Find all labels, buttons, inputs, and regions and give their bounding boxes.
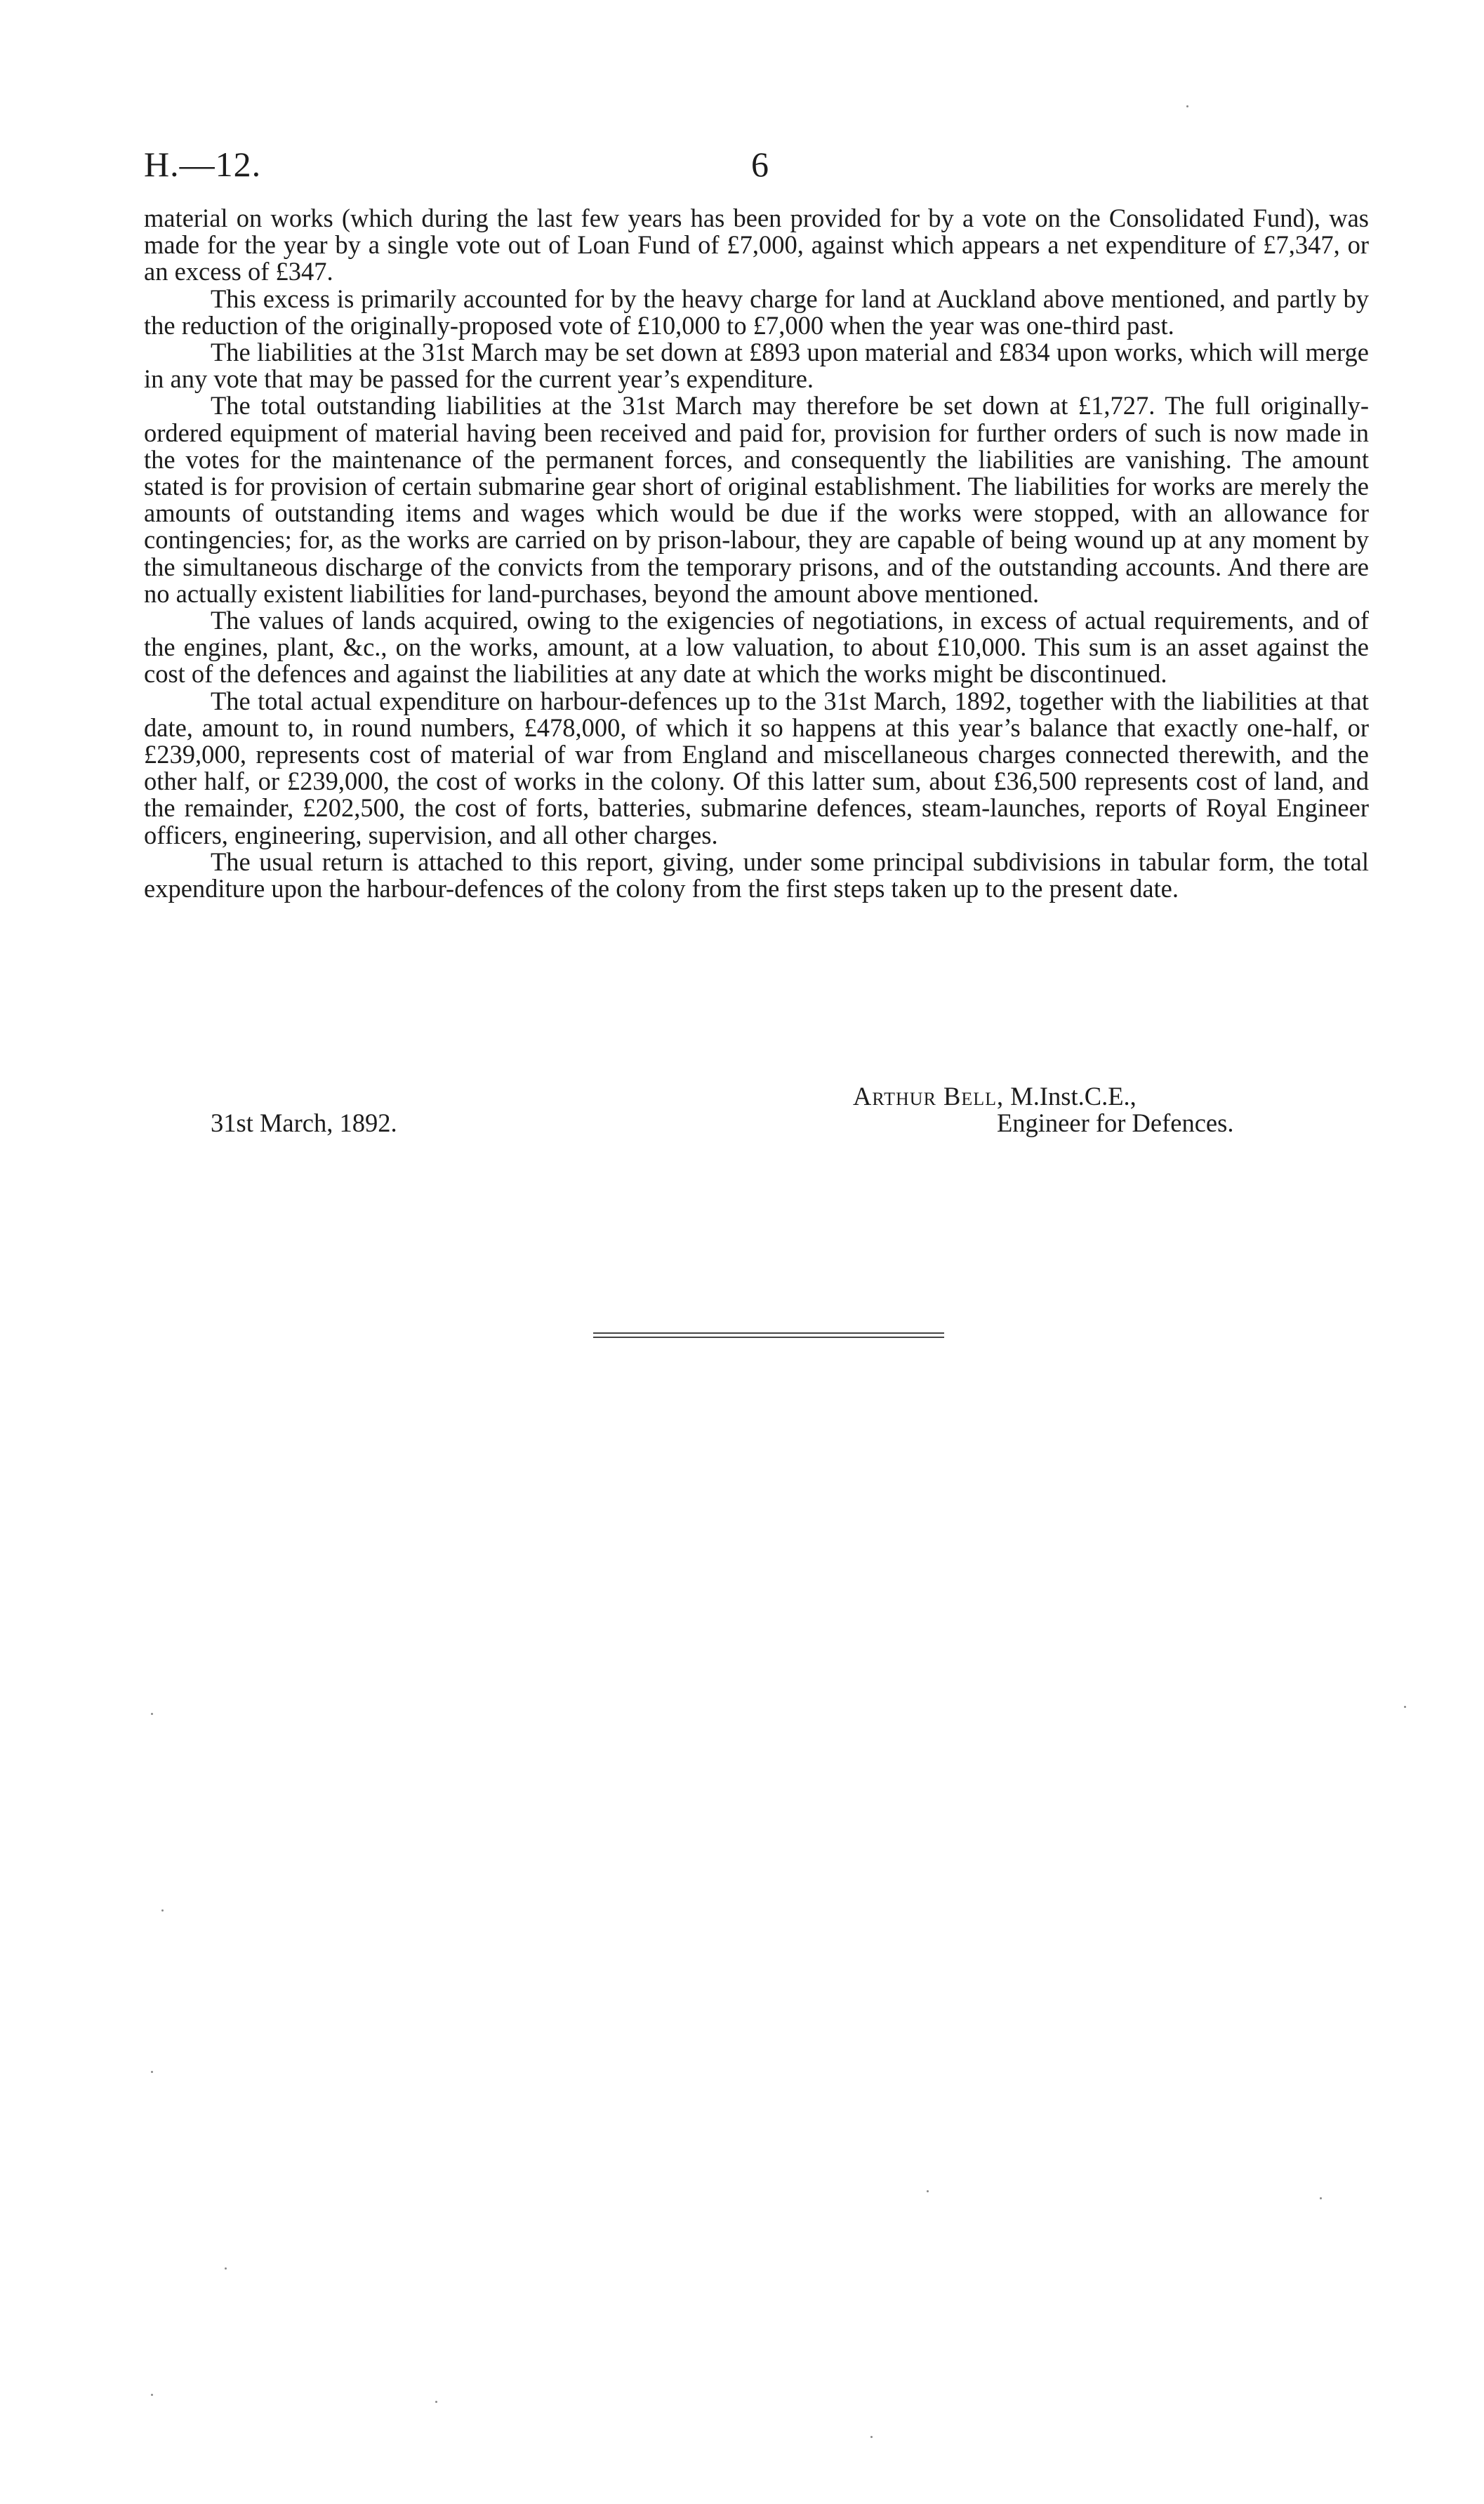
- signatory-name: Arthur Bell,: [853, 1082, 1005, 1111]
- paragraph: This excess is primarily accounted for by the heavy charge for land at Auckland above mentioned, and partly by the reduction of the originally-proposed vote of £10,000 to £7,000 when the year was one-third past.: [144, 284, 1369, 340]
- paragraph: material on works (which during the last few years has been provided for by a vote on the Consolidated Fund), was made for the year by a single vote out of Loan Fund of £7,000, against which appears a net expenditure of £7,347, or an excess of £347.: [144, 204, 1369, 286]
- page-number: 6: [751, 145, 769, 184]
- page-header: [144, 144, 1369, 193]
- scan-speck: [1320, 2197, 1322, 2199]
- signatory-credentials: M.Inst.C.E.,: [1004, 1082, 1137, 1111]
- paragraph: The total outstanding liabilities at the 31st March may therefore be set down at £1,727. The full originally-ordered equipment of material having been received and paid for, provision for further orders of such is now made in the votes for the maintenance of the permanent forces, and consequently the liabilities are vanishing. The amount stated is for provision of certain submarine gear short of original establishment. The liabilities for works are merely the amounts of outstanding items and wages which would be due if the works were stopped, with an allowance for contingencies; for, as the works are carried on by prison-labour, they are capable of being wound up at any moment by the simultaneous discharge of the convicts from the temporary prisons, and of the outstanding accounts. And there are no actually existent liabilities for land-purchases, beyond the amount above mentioned.: [144, 391, 1369, 608]
- rule-line-bottom: [593, 1337, 944, 1338]
- paragraph: The usual return is attached to this report, giving, under some principal subdivisions in tabular form, the total expenditure upon the harbour-defences of the colony from the first steps taken up to the present date.: [144, 847, 1369, 903]
- scan-speck: [161, 1909, 164, 1912]
- scan-speck: [151, 1713, 153, 1715]
- report-body: [144, 205, 1369, 902]
- paragraph: The total actual expenditure on harbour-defences up to the 31st March, 1892, together with the liabilities at that date, amount to, in round numbers, £478,000, of which it so happens at this year’s balance that exactly one-half, or £239,000, represents cost of material of war from England and miscellaneous charges connected therewith, and the other half, or £239,000, the cost of works in the colony. Of this latter sum, about £36,500 represents cost of land, and the remainder, £202,500, the cost of forts, batteries, submarine defences, steam-launches, reports of Royal Engineer officers, engineering, supervision, and all other charges.: [144, 686, 1369, 849]
- paragraph: The liabilities at the 31st March may be set down at £893 upon material and £834 upon works, which will merge in any vote that may be passed for the current year’s expenditure.: [144, 338, 1369, 394]
- scan-speck: [870, 2436, 873, 2438]
- paragraph: The values of lands acquired, owing to the exigencies of negotiations, in excess of actual requirements, and of the engines, plant, &c., on the works, amount, at a low valuation, to about £10,000. This sum is an asset against the cost of the defences and against the liabilities at any date at which the works might be discontinued.: [144, 606, 1369, 689]
- scan-speck: [1186, 105, 1188, 107]
- document-reference: H.—12.: [144, 145, 262, 184]
- signature-block: [144, 1083, 1369, 1139]
- rule-line-top: [593, 1332, 944, 1334]
- scan-speck: [225, 2267, 227, 2270]
- signatory: [853, 1083, 1137, 1110]
- scan-speck: [927, 2190, 929, 2192]
- report-date: 31st March, 1892.: [211, 1108, 397, 1137]
- scan-speck: [151, 2394, 153, 2396]
- scan-speck: [1404, 1706, 1406, 1708]
- scan-speck: [151, 2071, 153, 2073]
- closing-double-rule: [593, 1332, 944, 1339]
- signatory-title: Engineer for Defences.: [997, 1108, 1234, 1137]
- scan-speck: [435, 2401, 437, 2403]
